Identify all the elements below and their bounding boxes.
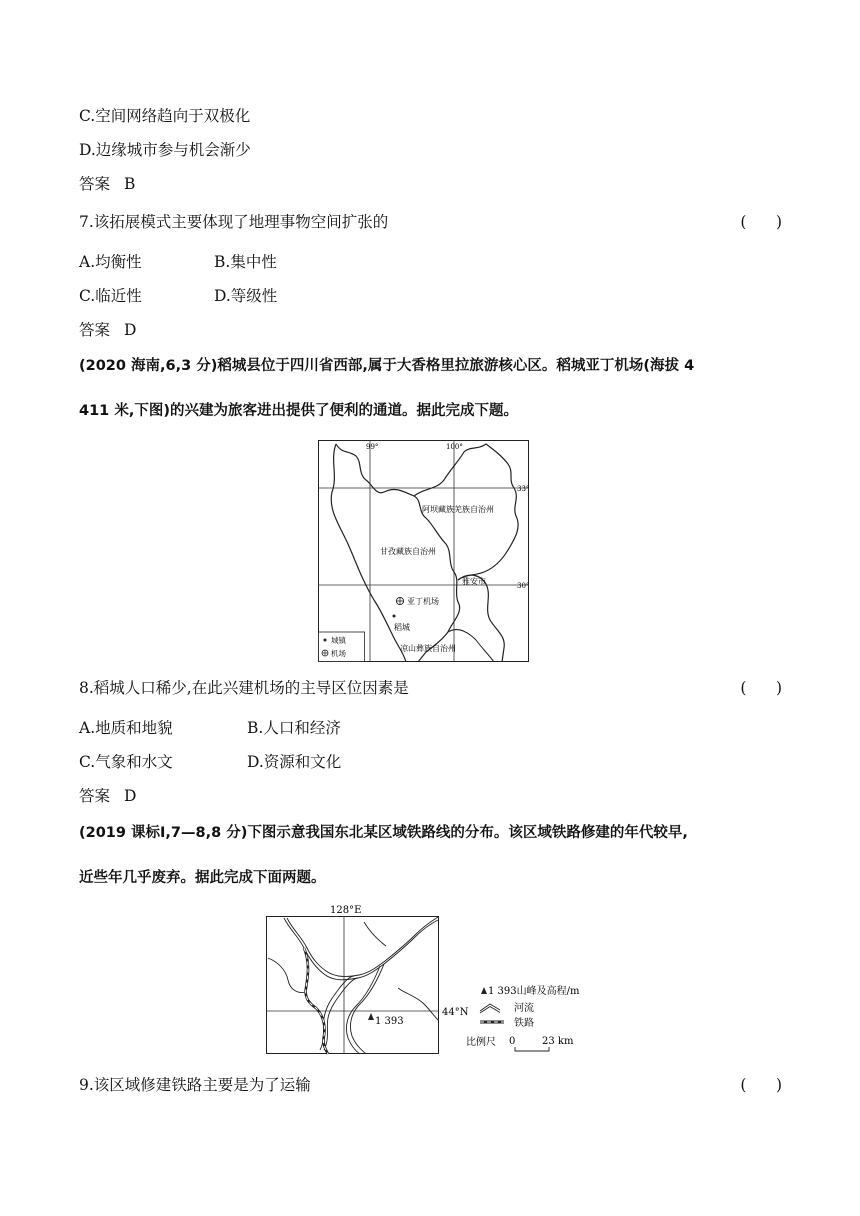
answer-label: 答案 xyxy=(79,787,111,805)
scale-bar xyxy=(515,1047,549,1051)
question-9-paren: ( ) xyxy=(740,1076,782,1094)
q8-option-a: A.地质和地貌 xyxy=(79,719,173,737)
question-7: 7.该拓展模式主要体现了地理事物空间扩张的 xyxy=(79,213,389,231)
lon-99-label: 99° xyxy=(366,443,379,451)
intro-2020-line2: 411 米,下图)的兴建为旅客进出提供了便利的通道。据此完成下题。 xyxy=(79,403,518,419)
intro-2020-line1: (2020 海南,6,3 分)稻城县位于四川省西部,属于大香格里拉旅游核心区。稻城亚丁机场(海拔 4 xyxy=(79,358,695,374)
lat-30-label: 30° xyxy=(517,582,529,590)
legend-river-label: 河流 xyxy=(514,1003,534,1014)
q8-option-b: B.人口和经济 xyxy=(247,719,341,737)
intro-2019-line2: 近些年几乎废弃。据此完成下面两题。 xyxy=(79,870,326,886)
airport-icon xyxy=(396,597,403,604)
option-d-prev: D.边缘城市参与机会渐少 xyxy=(79,141,251,159)
answer-label: 答案 xyxy=(79,175,111,193)
lon-128-label: 128°E xyxy=(330,905,362,916)
q7-option-c: C.临近性 xyxy=(79,287,142,305)
answer-value: B xyxy=(124,175,136,193)
answer-value: D xyxy=(124,321,137,339)
peak-label: 1 393 xyxy=(375,1016,404,1027)
aba-label: 阿坝藏族羌族自治州 xyxy=(422,505,494,514)
scale-km: 23 km xyxy=(542,1036,574,1047)
answer-value: D xyxy=(124,787,137,805)
intro-2019-line1: (2019 课标Ⅰ,7—8,8 分)下图示意我国东北某区域铁路线的分布。该区域铁路修建的年代较早, xyxy=(79,825,688,841)
legend-airport-label: 机场 xyxy=(331,649,346,658)
answer-7 xyxy=(79,320,136,340)
liangshan-label: 凉山彝族自治州 xyxy=(400,644,456,653)
lon-100-label: 100° xyxy=(446,443,463,451)
daocheng-map xyxy=(318,440,529,662)
question-7-paren: ( ) xyxy=(740,213,782,231)
question-8: 8.稻城人口稀少,在此兴建机场的主导区位因素是 xyxy=(79,679,409,697)
airport-label: 亚丁机场 xyxy=(407,597,439,606)
town-dot-icon xyxy=(393,615,396,618)
answer-label: 答案 xyxy=(79,321,111,339)
q8-option-c: C.气象和水文 xyxy=(79,753,173,771)
q7-option-b: B.集中性 xyxy=(214,253,277,271)
scale-zero: 0 xyxy=(509,1036,516,1047)
q7-option-d: D.等级性 xyxy=(214,287,278,305)
q8-option-d: D.资源和文化 xyxy=(247,753,342,771)
daocheng-label: 稻城 xyxy=(394,623,410,632)
q7-option-a: A.均衡性 xyxy=(79,253,142,271)
answer-8 xyxy=(79,786,136,806)
lat-44-label: 44°N xyxy=(442,1007,469,1018)
question-8-paren: ( ) xyxy=(740,679,782,697)
question-9: 9.该区域修建铁路主要是为了运输 xyxy=(79,1076,311,1094)
ganzi-label: 甘孜藏族自治州 xyxy=(380,547,436,556)
legend-peak-icon xyxy=(481,987,487,994)
legend-town-label: 城镇 xyxy=(331,636,346,645)
legend-airport-icon xyxy=(322,650,328,656)
legend-peak-label: 1 393山峰及高程/m xyxy=(488,986,580,997)
legend-river-icon xyxy=(480,1004,500,1013)
legend-rail-label: 铁路 xyxy=(514,1018,534,1029)
option-c-prev: C.空间网络趋向于双极化 xyxy=(79,107,251,125)
yaan-label: 雅安市 xyxy=(462,577,486,586)
scale-label: 比例尺 xyxy=(466,1037,496,1048)
answer-6 xyxy=(79,174,135,194)
lat-33-label: 33° xyxy=(517,485,529,493)
legend-town-icon xyxy=(324,639,327,642)
railway-map xyxy=(264,900,584,1056)
